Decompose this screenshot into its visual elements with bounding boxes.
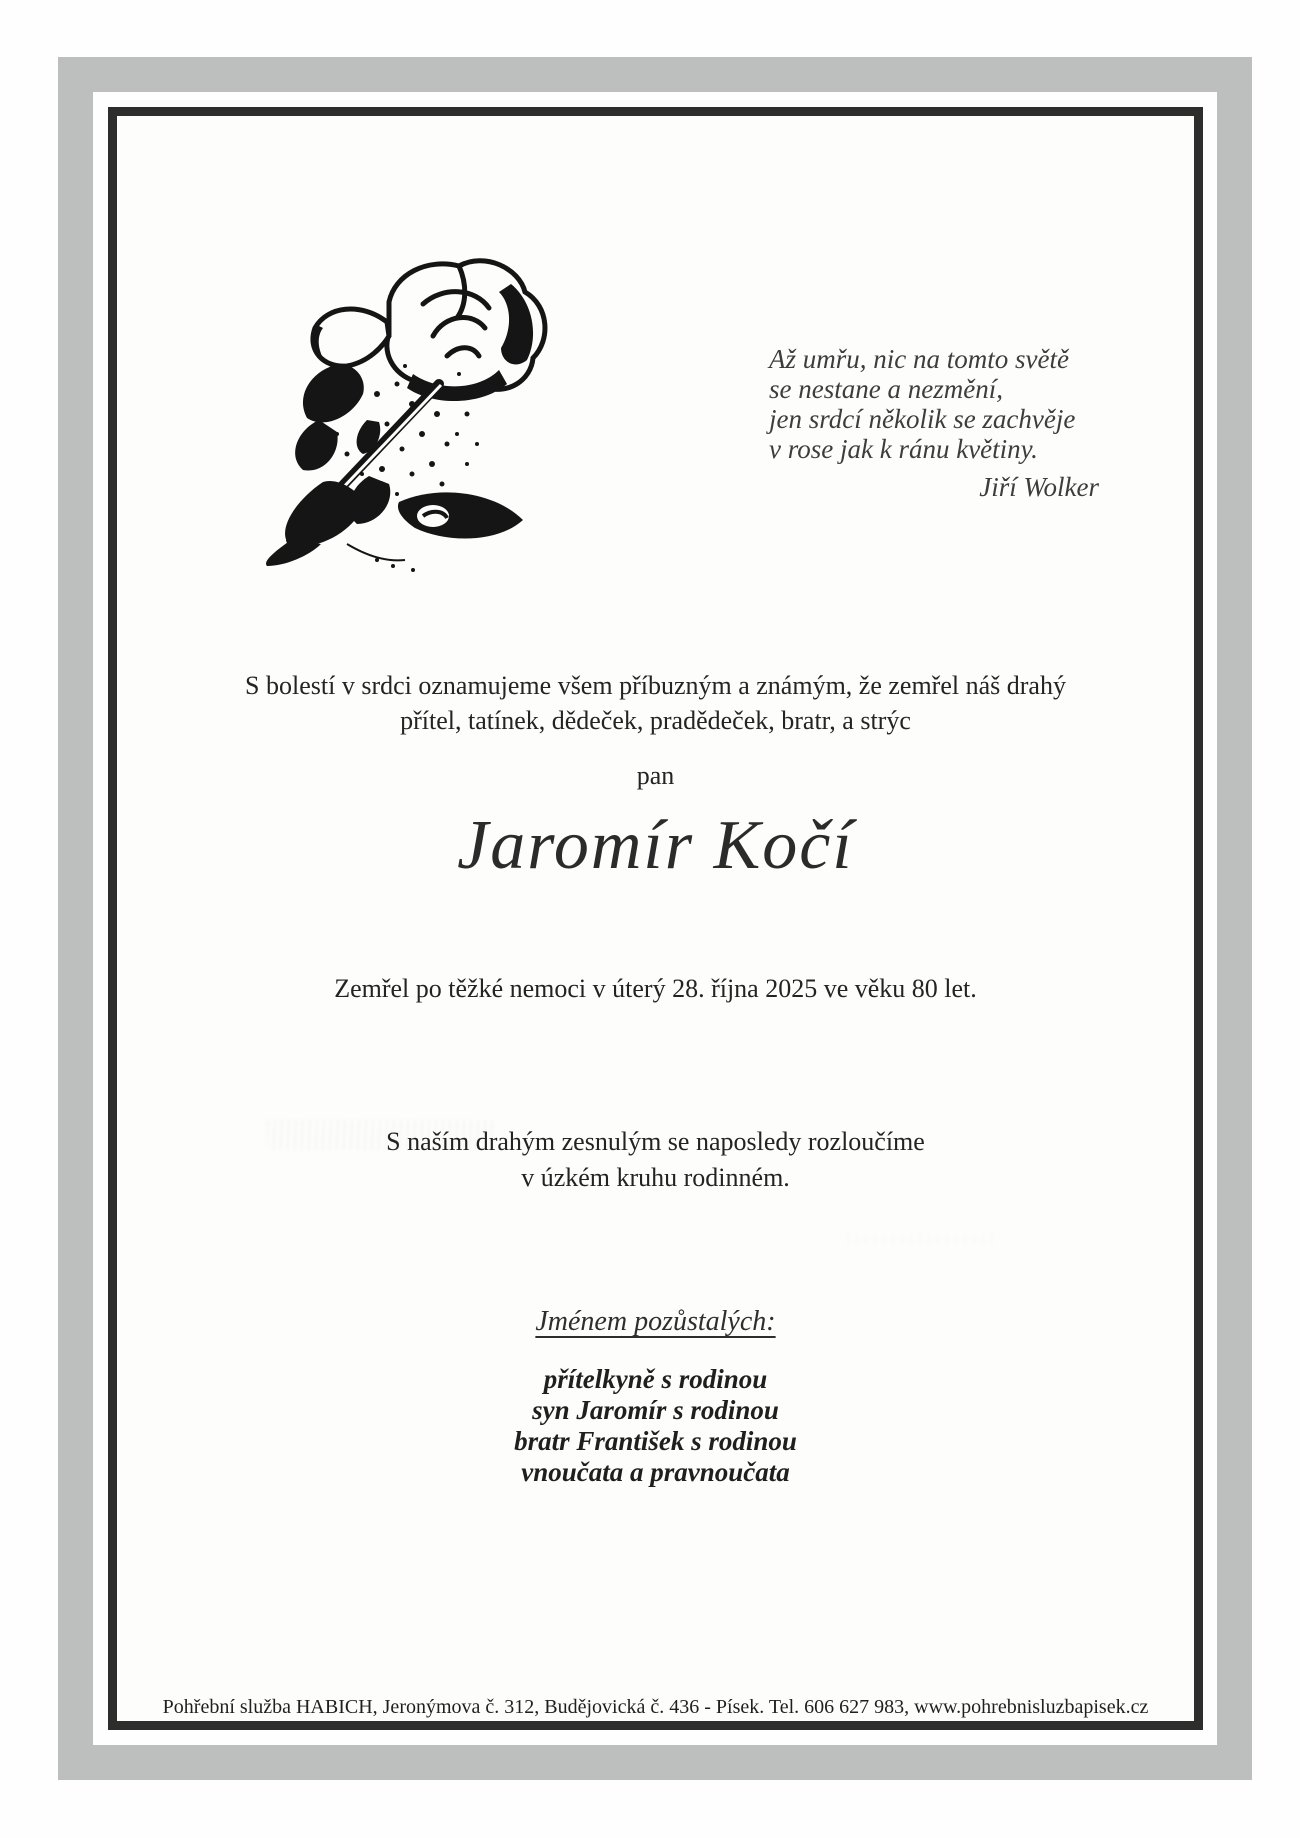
- survivor-entry: vnoučata a pravnoučata: [521, 1457, 790, 1487]
- farewell-line-1: S naším drahým zesnulým se naposledy rozloučíme: [386, 1127, 925, 1156]
- deceased-name: Jaromír Kočí: [457, 807, 854, 884]
- scan-smudge: [847, 1234, 997, 1244]
- poem-line: se nestane a nezmění,: [769, 374, 1003, 404]
- farewell-line-2: v úzkém kruhu rodinném.: [521, 1163, 790, 1192]
- survivor-entry: syn Jaromír s rodinou: [532, 1395, 779, 1425]
- death-statement: Zemřel po těžké nemoci v úterý 28. října 2025 ve věku 80 let.: [334, 974, 977, 1003]
- announcement-line-2: přítel, tatínek, dědeček, pradědeček, bratr, a strýc: [400, 706, 911, 735]
- poem-line: Až umřu, nic na tomto světě: [769, 344, 1069, 374]
- poem-author: Jiří Wolker: [979, 472, 1099, 502]
- inner-black-border: [108, 107, 1203, 1730]
- poem-line: jen srdcí několik se zachvěje: [769, 404, 1076, 434]
- survivors-heading: Jménem pozůstalých:: [535, 1306, 776, 1337]
- survivor-entry: bratr František s rodinou: [514, 1426, 797, 1456]
- notice-content: [117, 116, 1194, 1721]
- memorial-poem: [769, 344, 1105, 502]
- poem-line: v rose jak k ránu květiny.: [769, 434, 1038, 464]
- farewell-note: [117, 1124, 1194, 1196]
- funeral-home-footer: Pohřební služba HABICH, Jeronýmova č. 312, Budějovická č. 436 - Písek. Tel. 606 627 983, www.pohrebnisluzbapisek.cz: [162, 1696, 1149, 1718]
- survivor-entry: přítelkyně s rodinou: [543, 1364, 768, 1394]
- announcement-line-1: S bolestí v srdci oznamujeme všem příbuzným a známým, že zemřel náš drahý: [245, 671, 1066, 700]
- rose-illustration: [227, 244, 561, 574]
- survivors-list: [117, 1364, 1194, 1488]
- announcement-intro: [117, 668, 1194, 738]
- salutation: pan: [636, 761, 675, 790]
